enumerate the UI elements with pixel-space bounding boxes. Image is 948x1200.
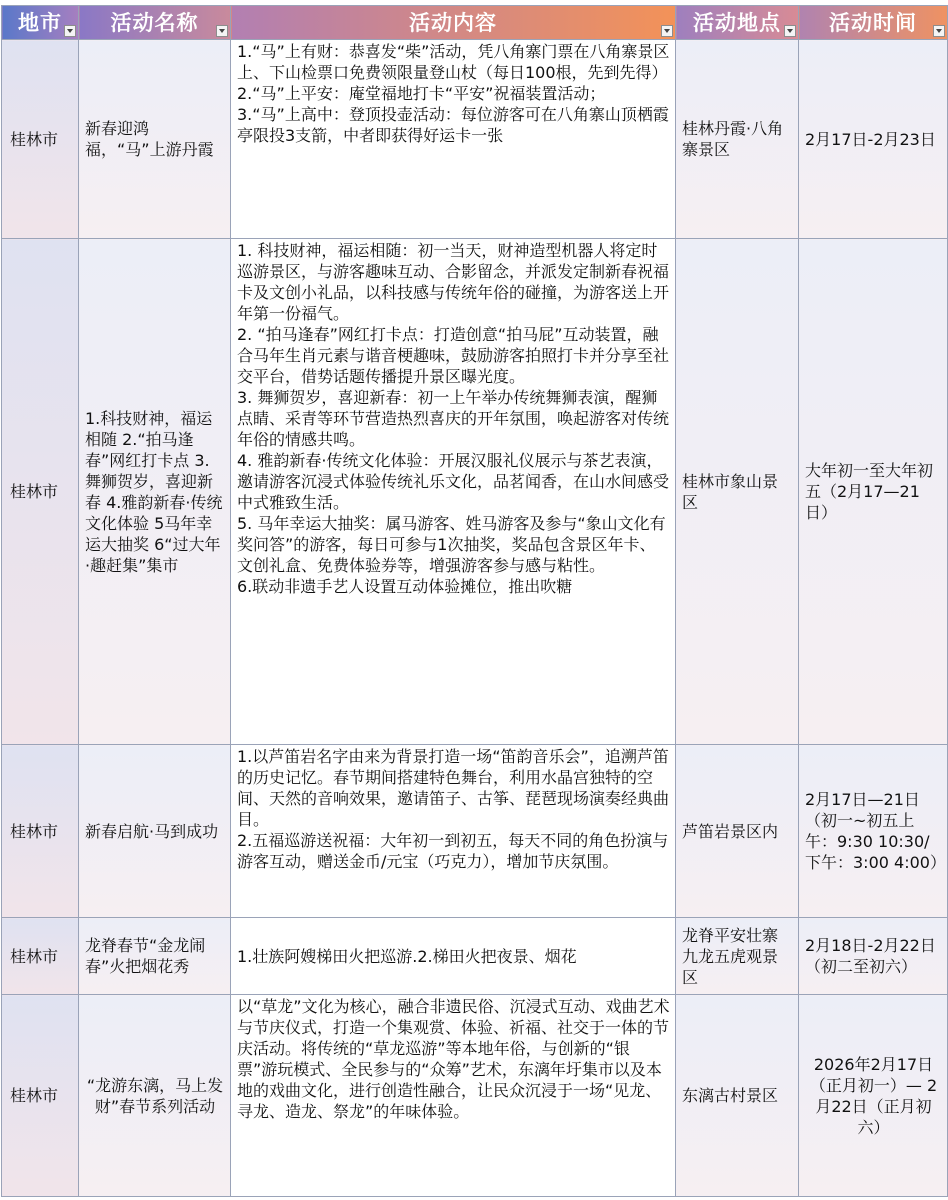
header-city-label: 地市	[18, 10, 62, 35]
filter-dropdown-icon[interactable]	[661, 25, 673, 37]
header-place-label: 活动地点	[693, 10, 781, 35]
content-line: 3. 舞狮贺岁，喜迎新春：初一上午举办传统舞狮表演，醒狮点睛、采青等环节营造热烈喜庆的开年氛围，唤起游客对传统年俗的情感共鸣。	[237, 388, 670, 449]
content-line: 1.壮族阿嫂梯田火把巡游.2.梯田火把夜景、烟花	[237, 947, 577, 966]
activity-name-cell[interactable]: 新春启航·马到成功	[79, 745, 231, 918]
activity-place-cell[interactable]: 东漓古村景区	[676, 995, 799, 1197]
content-line: 以“草龙”文化为核心，融合非遗民俗、沉浸式互动、戏曲艺术与节庆仪式，打造一个集观赏、体验、祈福、社交于一体的节庆活动。将传统的“草龙巡游”等本地年俗，与创新的“银票”游玩模式、全民参与的“众筹”艺术，东漓年圩集市以及本地的戏曲文化，进行创造性融合，让民众沉浸于一场“见龙、寻龙、造龙、祭龙”的年味体验。	[237, 997, 670, 1121]
header-time-label: 活动时间	[829, 10, 917, 35]
activity-time-cell[interactable]: 大年初一至大年初五（2月17—21日）	[799, 239, 948, 745]
activity-name-cell[interactable]: 新春迎鸿福，“马”上游丹霞	[79, 40, 231, 239]
city-cell[interactable]: 桂林市	[2, 995, 79, 1197]
header-time	[799, 6, 948, 40]
activity-name-cell[interactable]: 龙脊春节“金龙闹春”火把烟花秀	[79, 918, 231, 995]
filter-dropdown-icon[interactable]	[64, 25, 76, 37]
header-content-label: 活动内容	[409, 10, 497, 35]
content-line: 1. 科技财神，福运相随：初一当天，财神造型机器人将定时巡游景区，与游客趣味互动、合影留念，并派发定制新春祝福卡及文创小礼品，以科技感与传统年俗的碰撞，为游客送上开年第一份福气。	[237, 241, 670, 323]
content-line: 5. 马年幸运大抽奖：属马游客、姓马游客及参与“象山文化有奖问答”的游客，每日可参与1次抽奖，奖品包含景区年卡、文创礼盒、免费体验券等，增强游客参与感与粘性。	[237, 514, 666, 575]
activity-table	[1, 5, 948, 1197]
filter-dropdown-icon[interactable]	[784, 25, 796, 37]
header-row	[2, 6, 948, 40]
header-name-label: 活动名称	[110, 10, 199, 35]
activity-content-cell[interactable]	[231, 239, 676, 745]
content-line: 2. “拍马逢春”网红打卡点：打造创意“拍马屁”互动装置，融合马年生肖元素与谐音梗趣味，鼓励游客拍照打卡并分享至社交平台，借势话题传播提升景区曝光度。	[237, 325, 670, 386]
table-row	[2, 918, 948, 995]
content-line: 2.“马”上平安：庵堂福地打卡“平安”祝福装置活动；	[237, 84, 606, 103]
content-line: 2.五福巡游送祝福：大年初一到初五，每天不同的角色扮演与游客互动，赠送金币/元宝（巧克力），增加节庆氛围。	[237, 831, 669, 871]
activity-content-cell[interactable]	[231, 40, 676, 239]
header-name	[79, 6, 231, 40]
activity-name-cell[interactable]: “龙游东漓，马上发财”春节系列活动	[79, 995, 231, 1197]
header-city	[2, 6, 79, 40]
activity-place-cell[interactable]: 龙脊平安壮寨九龙五虎观景区	[676, 918, 799, 995]
table-row	[2, 745, 948, 918]
activity-content-cell[interactable]	[231, 745, 676, 918]
content-line: 1.以芦笛岩名字由来为背景打造一场“笛韵音乐会”，追溯芦笛的历史记忆。春节期间搭建特色舞台，利用水晶宫独特的空间、天然的音响效果，邀请笛子、古筝、琵琶现场演奏经典曲目。	[237, 747, 670, 829]
activity-content-cell[interactable]	[231, 995, 676, 1197]
city-cell[interactable]: 桂林市	[2, 918, 79, 995]
activity-place-cell[interactable]: 桂林丹霞·八角寨景区	[676, 40, 799, 239]
filter-dropdown-icon[interactable]	[933, 25, 945, 37]
content-line: 3.“马”上高中：登顶投壶活动：每位游客可在八角寨山顶栖霞亭限投3支箭，中者即获得好运卡一张	[237, 105, 669, 145]
table-row	[2, 995, 948, 1197]
activity-content-cell[interactable]	[231, 918, 676, 995]
activity-name-cell[interactable]: 1.科技财神，福运相随 2.“拍马逢春”网红打卡点 3.舞狮贺岁，喜迎新春 4.雅韵新春·传统文化体验 5马年幸运大抽奖 6“过大年·趣赶集”集市	[79, 239, 231, 745]
content-line: 1.“马”上有财：恭喜发“柴”活动，凭八角寨门票在八角寨景区上、下山检票口免费领限量登山杖（每日100根，先到先得）	[237, 42, 670, 82]
city-cell[interactable]: 桂林市	[2, 239, 79, 745]
content-line: 6.联动非遗手艺人设置互动体验摊位，推出吹糖	[237, 577, 573, 596]
table-row	[2, 239, 948, 745]
activity-time-cell[interactable]: 2月17日-2月23日	[799, 40, 948, 239]
header-place	[676, 6, 799, 40]
activity-place-cell[interactable]: 芦笛岩景区内	[676, 745, 799, 918]
table-row	[2, 40, 948, 239]
activity-time-cell[interactable]: 2月18日-2月22日（初二至初六）	[799, 918, 948, 995]
filter-dropdown-icon[interactable]	[216, 25, 228, 37]
activity-time-cell[interactable]: 2026年2月17日（正月初一）— 2月22日（正月初六）	[799, 995, 948, 1197]
city-cell[interactable]: 桂林市	[2, 40, 79, 239]
activity-time-cell[interactable]: 2月17日—21日（初一~初五上午：9:30 10:30/下午：3:00 4:00）	[799, 745, 948, 918]
city-cell[interactable]: 桂林市	[2, 745, 79, 918]
activity-place-cell[interactable]: 桂林市象山景区	[676, 239, 799, 745]
content-line: 4. 雅韵新春·传统文化体验：开展汉服礼仪展示与茶艺表演，邀请游客沉浸式体验传统礼乐文化，品茗闻香，在山水间感受中式雅致生活。	[237, 451, 670, 512]
header-content	[231, 6, 676, 40]
